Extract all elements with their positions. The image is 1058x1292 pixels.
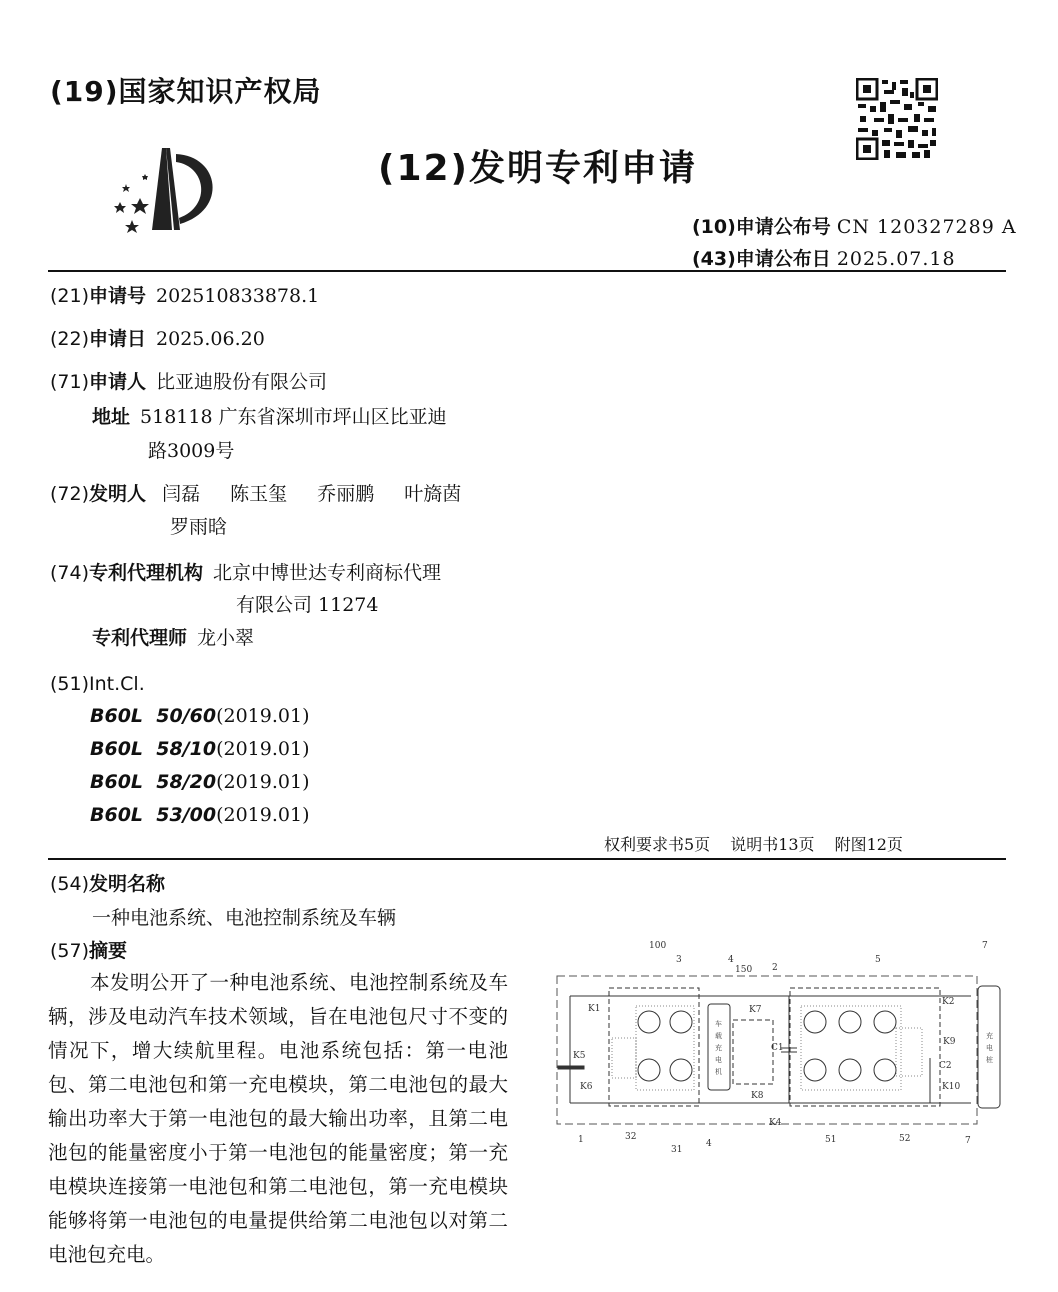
svg-text:100: 100 (649, 941, 667, 951)
svg-text:52: 52 (899, 1134, 911, 1144)
svg-text:K7: K7 (749, 1005, 762, 1015)
int-cl-label: Int.Cl. (89, 673, 145, 695)
publication-number-row (692, 212, 1017, 239)
svg-text:电: 电 (986, 1044, 993, 1052)
field-code: (72) (50, 483, 90, 505)
application-date-value: 2025.06.20 (156, 328, 265, 350)
svg-text:4: 4 (706, 1139, 712, 1149)
publication-date-row (692, 244, 956, 271)
inventors-field (50, 483, 461, 505)
ipc-code: B60L 58/20 (90, 771, 217, 793)
invention-title: 一种电池系统、电池控制系统及车辆 (92, 907, 397, 929)
publication-date-value: 2025.07.18 (836, 248, 956, 270)
field-label: 专利代理机构 (89, 562, 204, 584)
svg-text:C1: C1 (771, 1043, 784, 1053)
inventor-name: 陈玉玺 (230, 483, 288, 505)
svg-text:7: 7 (982, 941, 988, 951)
description-page-count: 说明书13页 (730, 835, 815, 854)
field-label: 发明人 (89, 483, 147, 505)
ipc-code: B60L 53/00 (90, 804, 217, 826)
publication-number-label: (10)申请公布号 (692, 216, 831, 238)
ipc-entry (90, 771, 310, 793)
agent-label: 专利代理师 (92, 627, 188, 649)
publication-date-label: (43)申请公布日 (692, 248, 831, 270)
agent-value: 龙小翠 (197, 627, 255, 649)
svg-text:7: 7 (965, 1136, 971, 1146)
address-line-2: 路3009号 (148, 440, 235, 462)
field-label: 申请号 (89, 285, 147, 307)
application-number-value: 202510833878.1 (156, 285, 320, 307)
field-code: (71) (50, 371, 90, 393)
publication-number-value: CN 120327289 A (836, 216, 1017, 238)
svg-text:K2: K2 (942, 997, 955, 1007)
address-line-1: 518118 广东省深圳市坪山区比亚迪 (140, 406, 447, 428)
svg-text:电: 电 (715, 1056, 722, 1064)
field-code: (54) (50, 873, 90, 895)
svg-text:桩: 桩 (986, 1056, 993, 1064)
claims-page-count: 权利要求书5页 (604, 835, 711, 854)
office-name: (19)国家知识产权局 (50, 75, 322, 108)
svg-text:5: 5 (875, 955, 881, 965)
inventor-name: 乔丽鹏 (317, 483, 375, 505)
field-label: 发明名称 (89, 873, 166, 895)
inventor-name: 罗雨晗 (170, 516, 228, 538)
ipc-version: (2019.01) (216, 771, 310, 793)
address-field (92, 406, 447, 428)
page-counts (604, 832, 923, 855)
svg-text:C2: C2 (939, 1061, 952, 1071)
svg-text:K4: K4 (769, 1118, 782, 1128)
qr-code-icon (856, 78, 938, 160)
svg-text:机: 机 (715, 1068, 722, 1076)
inventor-name: 叶旖茵 (404, 483, 462, 505)
abstract-text: 本发明公开了一种电池系统、电池控制系统及车辆，涉及电动汽车技术领域，旨在电池包尺寸不变的情况下，增大续航里程。电池系统包括：第一电池包、第二电池包和第一充电模块，第二电池包的最大输出功率大于第一电池包的最大输出功率，且第二电池包的能量密度小于第一电池包的能量密度；第一充电模块连接第一电池包和第二电池包，第一充电模块能够将第一电池包的电量提供给第二电池包以对第二电池包充电。 (48, 971, 508, 1266)
abstract-heading (50, 940, 137, 962)
field-label: 申请日 (89, 328, 147, 350)
section-divider (48, 858, 1006, 860)
agency-value-line-1: 北京中博世达专利商标代理 (213, 562, 442, 584)
applicant-value: 比亚迪股份有限公司 (156, 371, 328, 393)
svg-text:1: 1 (578, 1135, 584, 1145)
drawings-page-count: 附图12页 (834, 835, 903, 854)
svg-text:3: 3 (676, 955, 682, 965)
applicant-field (50, 371, 327, 393)
charging-pile-label: 充 (986, 1032, 993, 1040)
cnipa-logo-icon (100, 140, 230, 240)
svg-text:150: 150 (735, 965, 753, 975)
ipc-code: B60L 58/10 (90, 738, 217, 760)
svg-text:K5: K5 (573, 1051, 586, 1061)
application-number-field (50, 285, 319, 307)
svg-text:K1: K1 (588, 1004, 601, 1014)
svg-text:32: 32 (625, 1132, 637, 1142)
svg-text:载: 载 (715, 1032, 722, 1040)
svg-text:2: 2 (772, 963, 778, 973)
svg-text:K8: K8 (751, 1091, 764, 1101)
ipc-entry (90, 804, 310, 826)
field-code: (57) (50, 940, 90, 962)
ipc-version: (2019.01) (216, 705, 310, 727)
header-divider (48, 270, 1006, 272)
agent-field (92, 627, 254, 649)
svg-text:51: 51 (825, 1135, 837, 1145)
ipc-version: (2019.01) (216, 738, 310, 760)
invention-title-heading (50, 873, 175, 895)
ipc-entry (90, 705, 310, 727)
agency-field (50, 562, 441, 584)
field-label: 申请人 (89, 371, 147, 393)
svg-text:31: 31 (671, 1145, 683, 1155)
field-code: (22) (50, 328, 90, 350)
ipc-code: B60L 50/60 (90, 705, 217, 727)
ipc-version: (2019.01) (216, 804, 310, 826)
field-label: 摘要 (89, 940, 128, 962)
onboard-charger-label: 车 (715, 1020, 722, 1028)
address-label: 地址 (92, 406, 131, 428)
ipc-entry (90, 738, 310, 760)
int-cl-field (50, 673, 145, 695)
application-date-field (50, 328, 265, 350)
agency-value-line-2: 有限公司 11274 (236, 594, 379, 616)
svg-text:K10: K10 (942, 1082, 961, 1092)
svg-text:K9: K9 (943, 1037, 956, 1047)
field-code: (21) (50, 285, 90, 307)
field-code: (51) (50, 673, 90, 695)
inventor-name: 闫磊 (162, 483, 201, 505)
field-code: (74) (50, 562, 90, 584)
circuit-diagram-figure (553, 938, 1013, 1158)
svg-text:K6: K6 (580, 1082, 593, 1092)
document-type-title: (12)发明专利申请 (378, 148, 698, 189)
svg-text:4: 4 (728, 955, 734, 965)
svg-text:充: 充 (715, 1044, 722, 1052)
